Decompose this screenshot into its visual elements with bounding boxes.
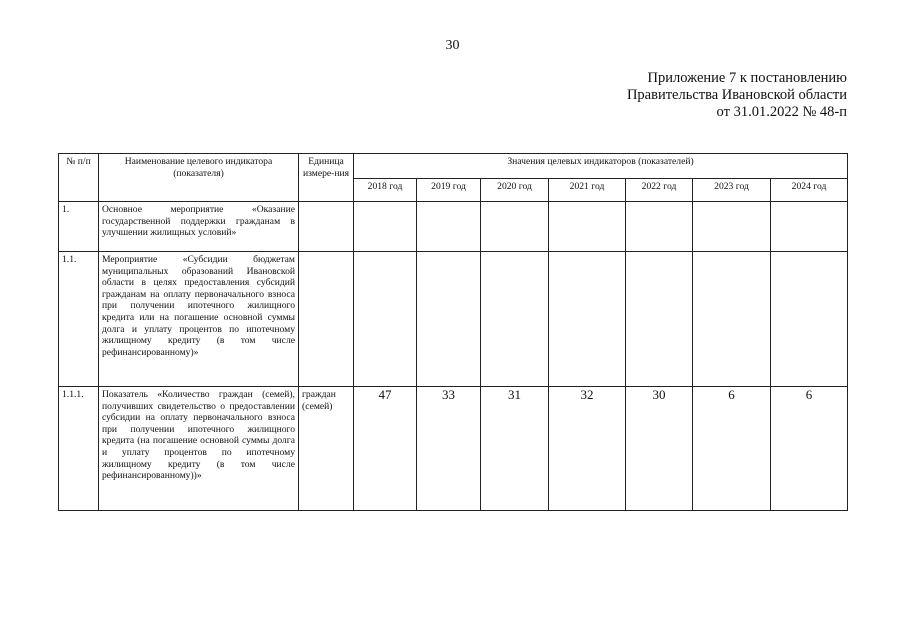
table-row <box>59 252 848 387</box>
row-value <box>417 252 481 387</box>
row-value: 6 <box>693 387 771 511</box>
header-row <box>59 154 848 179</box>
row-value: 32 <box>549 387 626 511</box>
row-value <box>693 202 771 252</box>
header-year: 2018 год <box>354 179 417 202</box>
page-number: 30 <box>445 38 460 53</box>
table-row <box>59 387 848 511</box>
header-year: 2020 год <box>481 179 549 202</box>
appendix-line-3: от 31.01.2022 № 48-п <box>716 104 847 120</box>
row-value <box>549 252 626 387</box>
header-num: № п/п <box>59 154 99 202</box>
row-value <box>481 202 549 252</box>
header-values-group: Значения целевых индикаторов (показателей) <box>354 154 848 179</box>
indicators-table <box>58 153 848 511</box>
row-value <box>771 202 848 252</box>
row-value <box>354 252 417 387</box>
row-name: Мероприятие «Субсидии бюджетам муниципальных образований Ивановской области в целях предоставления субсидий гражданам на оплату первоначального взноса при получении ипотечного жилищного кредита или на погашение основной суммы долга и уплату процентов по ипотечному жилищному кредиту (в том числе рефинансированному)» <box>99 252 299 387</box>
row-value <box>771 252 848 387</box>
header-unit: Единица измере-ния <box>299 154 354 202</box>
row-value <box>417 202 481 252</box>
header-year: 2022 год <box>626 179 693 202</box>
row-unit <box>299 252 354 387</box>
row-value <box>693 252 771 387</box>
row-value <box>354 202 417 252</box>
appendix-line-2: Правительства Ивановской области <box>626 87 847 103</box>
appendix-header <box>627 70 847 121</box>
header-year: 2023 год <box>693 179 771 202</box>
table-row <box>59 202 848 252</box>
row-value: 30 <box>626 387 693 511</box>
row-num: 1. <box>59 202 99 252</box>
row-value: 31 <box>481 387 549 511</box>
row-value <box>626 202 693 252</box>
row-unit <box>299 202 354 252</box>
row-value <box>626 252 693 387</box>
row-num: 1.1. <box>59 252 99 387</box>
row-name: Основное мероприятие «Оказание государственной поддержки гражданам в улучшении жилищных условий» <box>99 202 299 252</box>
header-year: 2021 год <box>549 179 626 202</box>
row-num: 1.1.1. <box>59 387 99 511</box>
row-value <box>549 202 626 252</box>
row-name: Показатель «Количество граждан (семей), получивших свидетельство о предоставлении субсидии на оплату первоначального взноса при получении ипотечного жилищного кредита (на погашение основной суммы долга и уплату процентов по ипотечному жилищному кредиту (в том числе рефинансированному))» <box>99 387 299 511</box>
row-value <box>481 252 549 387</box>
header-year: 2024 год <box>771 179 848 202</box>
header-name: Наименование целевого индикатора (показателя) <box>99 154 299 202</box>
appendix-line-1: Приложение 7 к постановлению <box>647 70 847 86</box>
row-value: 47 <box>354 387 417 511</box>
row-value: 33 <box>417 387 481 511</box>
row-value: 6 <box>771 387 848 511</box>
row-unit: граждан (семей) <box>299 387 354 511</box>
header-year: 2019 год <box>417 179 481 202</box>
